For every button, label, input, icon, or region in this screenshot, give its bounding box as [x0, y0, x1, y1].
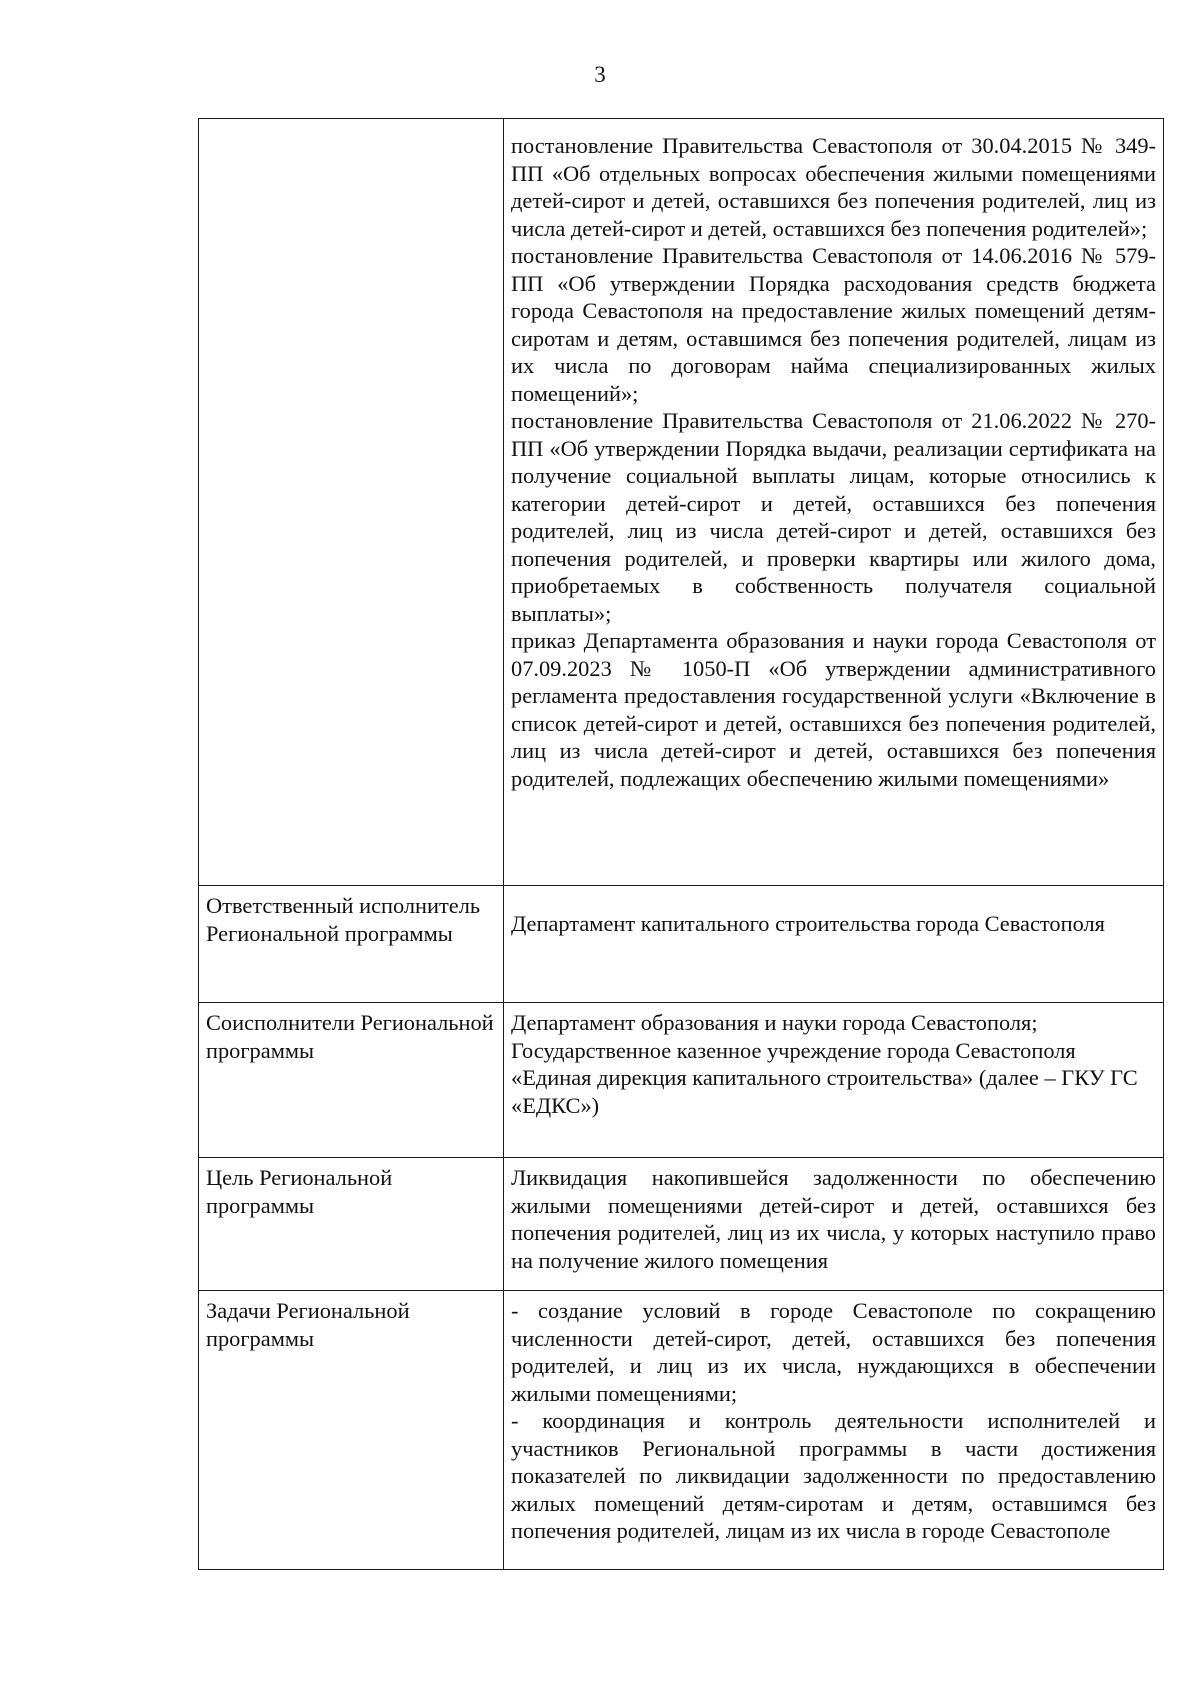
value-paragraph: Департамент капитального строительства города Севастополя [511, 911, 1105, 936]
row-label: Цель Региональной программы [199, 1158, 504, 1291]
row-label: Соисполнители Региональной программы [199, 1003, 504, 1158]
value-paragraph: - координация и контроль деятельности исполнителей и участников Региональной программы в части достижения показателей по ликвидации задолженности по предоставлению жилых помещений детям-сиротам и детям, оставшимся без попечения родителей, лицам из их числа в городе Севастополе [511, 1408, 1156, 1543]
row-value-responsible-executor [504, 886, 1164, 1003]
table-row [199, 1158, 1164, 1291]
table-row [199, 1291, 1164, 1570]
table-row [199, 119, 1164, 886]
row-label-empty [199, 119, 504, 886]
row-label: Задачи Региональной программы [199, 1291, 504, 1570]
value-paragraph: Департамент образования и науки города Севастополя; [511, 1010, 1038, 1035]
table-row [199, 886, 1164, 1003]
program-passport-table [198, 118, 1164, 1570]
table-row [199, 1003, 1164, 1158]
value-paragraph: постановление Правительства Севастополя от 30.04.2015 № 349-ПП «Об отдельных вопросах обеспечения жилыми помещениями детей-сирот и детей, оставшихся без попечения родителей, лиц из числа детей-сирот и детей, оставшихся без попечения родителей»; [511, 133, 1156, 241]
value-paragraph: постановление Правительства Севастополя от 14.06.2016 № 579-ПП «Об утверждении Порядка расходования средств бюджета города Севастополя на предоставление жилых помещений детям-сиротам и детям, оставшимся без попечения родителей, лицам из их числа по договорам найма специализированных жилых помещений»; [511, 243, 1156, 406]
value-paragraph: Ликвидация накопившейся задолженности по обеспечению жилыми помещениями детей-сирот и детей, оставшихся без попечения родителей, лиц из их числа, у которых наступило право на получение жилого помещения [511, 1165, 1156, 1273]
value-paragraph: Государственное казенное учреждение города Севастополя «Единая дирекция капитального строительства» (далее – ГКУ ГС «ЕДКС») [511, 1037, 1138, 1118]
value-paragraph: - создание условий в городе Севастополе по сокращению численности детей-сирот, детей, оставшихся без попечения родителей, и лиц из их числа, нуждающихся в обеспечении жилыми помещениями; [511, 1298, 1156, 1406]
row-value-tasks [504, 1291, 1164, 1570]
row-label: Ответственный исполнитель Региональной программы [199, 886, 504, 1003]
value-paragraph: постановление Правительства Севастополя от 21.06.2022 № 270-ПП «Об утверждении Порядка выдачи, реализации сертификата на получение социальной выплаты лицам, которые относились к категории детей-сирот и детей, оставшихся без попечения родителей, лиц из числа детей-сирот и детей, оставшихся без попечения родителей, и проверки квартиры или жилого дома, приобретаемых в собственность получателя социальной выплаты»; [511, 408, 1156, 626]
page-number: 3 [594, 62, 606, 87]
row-value-legal-acts [504, 119, 1164, 886]
row-value-goal [504, 1158, 1164, 1291]
value-paragraph: приказ Департамента образования и науки города Севастополя от 07.09.2023 № 1050-П «Об утверждении административного регламента предоставления государственной услуги «Включение в список детей-сирот и детей, оставшихся без попечения родителей, лиц из числа детей-сирот и детей, оставшихся без попечения родителей, подлежащих обеспечению жилыми помещениями» [511, 628, 1156, 791]
row-value-co-executors [504, 1003, 1164, 1158]
